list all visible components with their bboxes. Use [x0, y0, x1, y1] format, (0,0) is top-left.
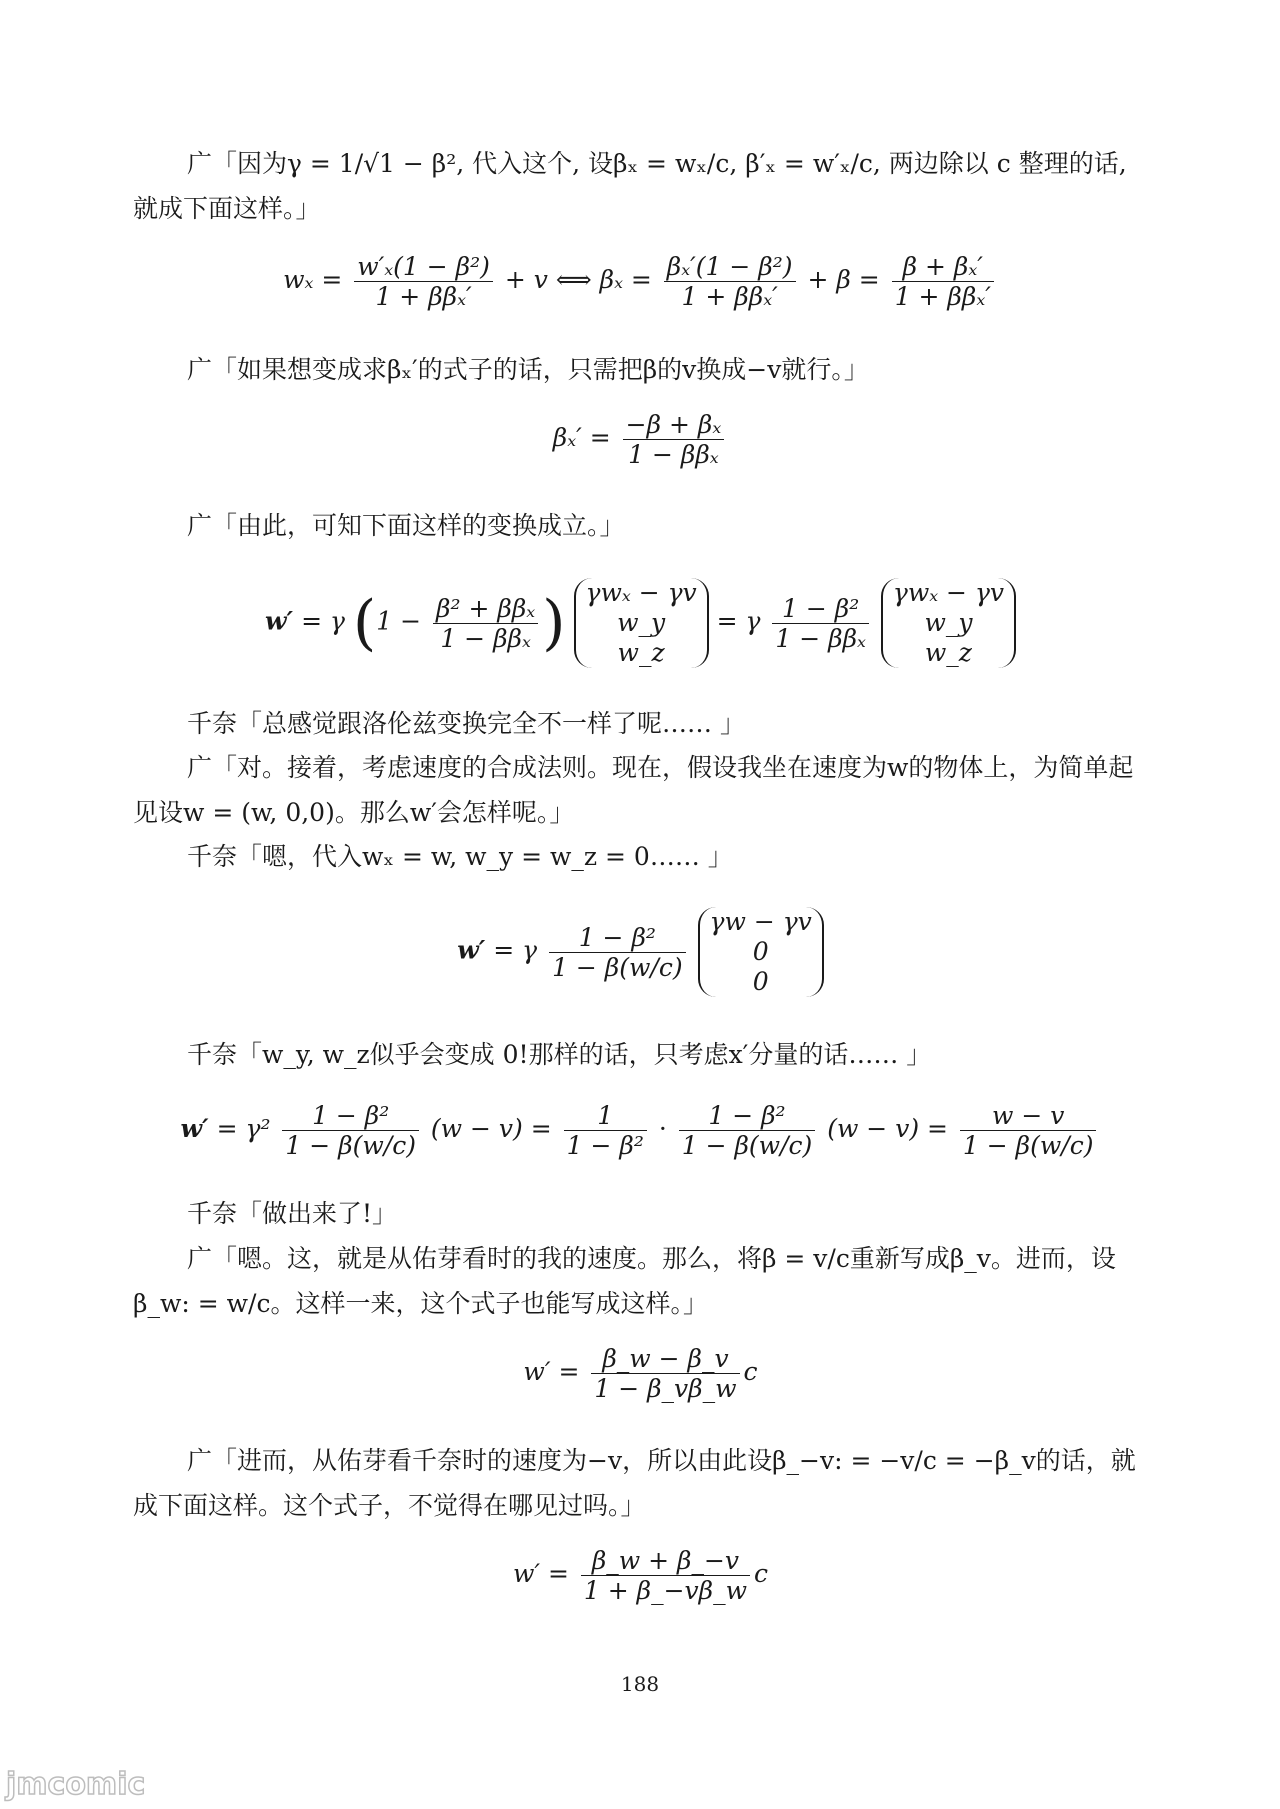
eq2-fraction: $\frac{\text{−β + βₓ}}{\text{1 − ββₓ}}$: [623, 410, 725, 469]
eq5-fraction-2: $\frac{1}{\text{1 − β²}}$: [564, 1101, 647, 1160]
paragraph-5: 广「对。接着，考虑速度的合成法则。现在，假设我坐在速度为w的物体上，为简单起见设w = (w, 0,0)。那么w′会怎样呢。」: [133, 753, 1134, 827]
equation-4: [133, 907, 1148, 997]
eq5-b: (w − v) =: [430, 1114, 552, 1143]
eq4-lhs: w′: [457, 935, 486, 965]
eq3-vector-2: γwₓ − γv w_y w_z: [881, 578, 1016, 668]
eq1-fraction-2: $\frac{\text{βₓ′(1 − β²)}}{\text{1 + ββₓ′}}$: [664, 252, 796, 311]
eq7-rhs: c: [754, 1559, 769, 1588]
paragraph-10: 广「进而，从佑芽看千奈时的速度为−v，所以由此设β_−v: = −v/c = −β_v的话，就成下面这样。这个式子，不觉得在哪见过吗。」: [133, 1446, 1136, 1520]
equation-7: [133, 1546, 1148, 1605]
eq3-inner: 1 −: [376, 606, 422, 636]
paragraph-4: 千奈「总感觉跟洛伦兹变换完全不一样了呢…… 」: [187, 709, 745, 738]
eq3-vector-1: γwₓ − γv w_y w_z: [574, 578, 709, 668]
watermark-text: jmcomic: [6, 1767, 146, 1802]
eq3-eq-2: = γ: [716, 606, 761, 636]
eq5-lhs: w′: [180, 1114, 209, 1143]
eq5-fraction-4: $\frac{w - v}{1 - \beta(w/c)}$: [960, 1101, 1097, 1160]
eq5-dot: ·: [658, 1114, 667, 1143]
paragraph-9: 广「嗯。这，就是从佑芽看时的我的速度。那么，将β = v/c重新写成β_v。进而，设β_w: = w/c。这样一来，这个式子也能写成这样。」: [133, 1244, 1116, 1318]
eq5-a: = γ²: [216, 1114, 271, 1143]
left-paren-icon: (: [352, 588, 377, 658]
eq3-eq: = γ: [301, 606, 345, 636]
eq4-fraction: $\frac{\text{1 − β²}}{1 - \beta(w/c)}$: [549, 923, 686, 982]
eq1-middle-2: + β =: [807, 265, 880, 294]
eq1-middle: + v ⟺ βₓ =: [504, 265, 652, 294]
eq5-fraction-3: $\frac{\text{1 − β²}}{1 - \beta(w/c)}$: [679, 1101, 816, 1160]
paragraph-3: 广「由此，可知下面这样的变换成立。」: [187, 511, 625, 540]
eq1-fraction-3: $\frac{\text{β + βₓ′}}{\text{1 + ββₓ′}}$: [892, 252, 994, 311]
eq4-eq: = γ: [493, 935, 538, 965]
equation-6: [133, 1344, 1148, 1403]
paragraph-7: 千奈「w_y, w_z似乎会变成 0!那样的话，只考虑x′分量的话…… 」: [187, 1040, 932, 1069]
eq5-c: (w − v) =: [827, 1114, 948, 1143]
eq1-fraction-1: $\frac{\text{w′ₓ(1 − β²)}}{\text{1 + ββₓ′}}$: [354, 252, 493, 311]
watermark-logo: [4, 1764, 204, 1804]
eq5-fraction-1: $\frac{\text{1 − β²}}{1 - \beta(w/c)}$: [282, 1101, 419, 1160]
eq3-lhs: w′: [264, 606, 294, 636]
eq3-fraction-1: $\frac{\text{β² + ββₓ}}{\text{1 − ββₓ}}$: [433, 594, 538, 653]
eq3-fraction-2: $\frac{\text{1 − β²}}{\text{1 − ββₓ}}$: [772, 594, 869, 653]
equation-2: [133, 410, 1148, 469]
paragraph-8: 千奈「做出来了!」: [187, 1199, 398, 1228]
eq6-fraction: $\frac{\beta\_w - \beta\_v}{1 - \beta\_v\beta\_w}$: [591, 1344, 739, 1403]
eq6-lhs: w′ =: [523, 1357, 580, 1386]
right-paren-icon: ): [542, 588, 566, 658]
eq6-rhs: c: [743, 1357, 758, 1386]
paragraph-1: 广「因为γ = 1/√1 − β², 代入这个, 设βₓ = wₓ/c, β′ₓ = w′ₓ/c, 两边除以 c 整理的话,就成下面这样。」: [133, 149, 1127, 223]
paragraph-6: 千奈「嗯，代入wₓ = w, w_y = w_z = 0…… 」: [187, 842, 733, 871]
eq7-lhs: w′ =: [512, 1559, 569, 1588]
page-number: 188: [620, 1672, 660, 1696]
equation-5: [133, 1101, 1148, 1160]
eq7-fraction: $\frac{\beta\_w + \beta\_-v}{1 + \beta\_-v\beta\_w}$: [581, 1546, 750, 1605]
equation-3: [133, 578, 1148, 668]
eq2-lhs: βₓ′ =: [552, 423, 611, 452]
equation-1: [133, 252, 1148, 311]
eq1-lhs: wₓ =: [283, 265, 343, 294]
eq4-vector: γw − γv 0 0: [698, 907, 824, 997]
paragraph-2: 广「如果想变成求βₓ′的式子的话，只需把β的v换成−v就行。」: [187, 355, 869, 384]
